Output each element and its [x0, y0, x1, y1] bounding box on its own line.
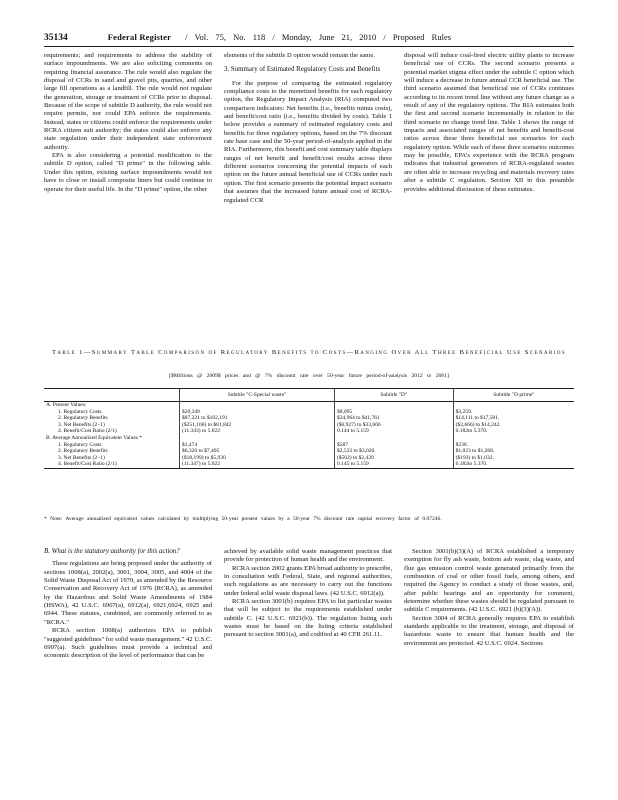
cell: ($2,666) to $14,242. — [453, 422, 574, 429]
cell: $87,221 to $102,191 — [180, 415, 335, 422]
paragraph: For the purpose of comparing the estimated regulatory compliance costs to the monetized benefits for each regulatory option, the Regulatory Impact Analysis (RIA) computed two comparison indicators: Net benefits (i.e., benefits minus costs), and benefit/cost ratio (i.e., benefits divided by costs). Table 1 below provides a summary of estimated regulatory costs and benefits for three regulatory options, based on the 7% discount rate base case and the 50-year period-of-analysis applied in the RIA. Furthermore, this benefit and cost summary table displays ranges of net benefit and benefit/cost results across three different scenarios concerning the potential impacts of each option on the future annual beneficial use of CCRs under each option. The first scenario presents the potential impact scenario that assumes that the increased future annual cost of RCRA-regulated CCR — [224, 79, 392, 204]
row-label: A. Present Values: — [46, 402, 87, 408]
table-row — [44, 455, 574, 462]
row-label: B. Average Annualized Equivalent Values * — [46, 434, 143, 441]
row-label: 3. Net Benefits (2−1) — [58, 454, 105, 461]
paragraph: Section 3004 of RCRA generally requires EPA to establish standards applicable to the treatment, storage, and disposal of hazardous waste to ensure that human health and the environment are protected. 42 U.S.C. 6924. Sections — [404, 614, 574, 647]
cell: 0.145 to 5.159 — [334, 461, 453, 468]
cell — [453, 402, 574, 409]
cell: $8,095 — [334, 409, 453, 416]
row-label: 2. Regulatory Benefits — [58, 415, 108, 422]
cell: (11.343) to 5.022 — [180, 428, 335, 435]
row-label: 1. Regulatory Costs — [58, 408, 102, 415]
cell: ($251,166) to $81,842 — [180, 422, 335, 429]
top-column-1 — [44, 52, 212, 342]
journal-name: Federal Register — [107, 32, 172, 42]
cell: $236. — [453, 442, 574, 449]
cell: $34,964 to $41,761 — [334, 415, 453, 422]
table-row — [44, 428, 574, 435]
page-header — [44, 32, 574, 44]
cell: 0.182to 5.370. — [453, 461, 574, 468]
table-row — [44, 448, 574, 455]
paragraph: achieved by available solid waste management practices that provide for protection of human health and the environment. — [224, 548, 392, 564]
column-header: Subtitle "D prime" — [453, 389, 574, 402]
table-title: Table 1—Summary Table Comparison of Regulatory Benefits to Costs—Ranging Over All Three Beneficial Use Scenarios — [51, 349, 567, 356]
paragraph: Section 3001(b)(3)(A) of RCRA established a temporary exemption for fly ash waste, bottom ash waste, slag waste, and flue gas emission control waste generated primarily from the combustion of coal or other fossil fuels, among others, and required the Agency to conduct a study of those wastes, and, after public hearings and an opportunity for comment, determine whether these wastes should be regulated pursuant to subtitle C requirements. (42 U.S.C. 6921 (b)(3)(A)). — [404, 548, 574, 614]
cell: $2,533 to $3,026 — [334, 448, 453, 455]
cell: 0.182to 5.370. — [453, 428, 574, 435]
cell: $20,349 — [180, 409, 335, 416]
section-heading: B. What is the statutory authority for this action? — [44, 548, 180, 555]
row-label: 4. Benefit/Cost Ratio (2/1) — [44, 461, 180, 468]
page-number: 35134 — [44, 33, 68, 43]
top-column-3 — [404, 52, 574, 342]
cell: $1,023 to $1,268. — [453, 448, 574, 455]
cell: ($502) to $2,439 — [334, 455, 453, 462]
table-row — [44, 435, 574, 442]
column-header: Subtitle "D" — [334, 389, 453, 402]
row-label: 2. Regulatory Benefits — [58, 448, 108, 455]
paragraph: disposal will induce coal-fired electric utility plants to increase beneficial use of CCRs. The second scenario presents a potential market stigma effect under the subtitle C option which will induce a decrease in future annual CCR beneficial use. The third scenario assumed that beneficial use of CCRs continues according to its recent trend line without any future change as a result of any of the regulatory options. The RIA estimates both the first and second scenario incrementally in relation to the third scenario no change trend line. Table 1 shows the range of impacts and associated ranges of net benefits and benefit-cost ratios across these three beneficial use scenarios for each regulatory option. While each of these three scenarios outcomes may be possible, EPA's experience with the RCRA program indicates that industrial generators of RCRA-regulated wastes are often able to increase recycling and materials recovery rates after a subtitle C regulation. Section XII in this preamble provides additional discussion of these estimates. — [404, 52, 574, 193]
cell — [334, 402, 453, 409]
cell — [334, 435, 453, 442]
table-header-row — [44, 389, 574, 402]
bottom-column-3 — [404, 548, 574, 778]
cell: ($18,199) to $5,930 — [180, 455, 335, 462]
bottom-column-1 — [44, 548, 212, 778]
paragraph: EPA is also considering a potential modification to the subtitle D option, called "D prime" in the following table. Under this option, existing surface impoundments would not have to close or install composite liners but could continue to operate for their useful life. In the "D prime" option, the other — [44, 152, 212, 193]
paragraph: RCRA section 1008(a) authorizes EPA to publish "suggested guidelines" for solid waste management." 42 U.S.C. 6907(a). Such guidelines must provide a technical and economic description of the level of performance that can be — [44, 627, 212, 660]
row-label: 4. Benefit/Cost Ratio (2/1) — [58, 428, 117, 435]
paragraph: RCRA section 3001(b) requires EPA to list particular wastes that will be subject to the requirements established under subtitle C. (42 U.S.C. 6921(b)). The regulation listing such wastes must be based on the listing criteria established pursuant to section 3001(a), and codified at 40 CFR 261.11. — [224, 598, 392, 639]
table-row — [44, 422, 574, 429]
table-row — [44, 402, 574, 409]
cell — [180, 402, 335, 409]
section-heading: 3. Summary of Estimated Regulatory Costs and Benefits — [224, 66, 381, 74]
row-label: 1. Regulatory Costs — [58, 441, 102, 448]
cell: ($6,927) to $33,666 — [334, 422, 453, 429]
paragraph: These regulations are being proposed under the authority of sections 1008(a), 2002(a), 3001, 3004, 3005, and 4004 of the Solid Waste Disposal Act of 1970, as amended by the Resource Conservation and Recovery Act of 1976 (RCRA), as amended by the Hazardous and Solid Waste Amendments of 1984 (HSWA), 42 U.S.C. 6907(a), 6912(a), 6921,6924, 6925 and 6944. These statutes, combined, are commonly referred to as "RCRA." — [44, 560, 212, 626]
issue-meta: / Vol. 75, No. 118 / Monday, June 21, 2010 / Proposed Rules — [185, 32, 452, 42]
cell: $14,111 to $17,501. — [453, 415, 574, 422]
cell: $6,320 to $7,405 — [180, 448, 335, 455]
table-row — [44, 442, 574, 449]
column-header — [44, 389, 180, 402]
table-subtitle: [$Millions @ 2009$ prices and @ 7% discount rate over 50-year future period-of-analysis 2012 to 2061] — [169, 373, 449, 379]
header-rule — [44, 46, 574, 47]
cell: 0.144 to 5.159 — [334, 428, 453, 435]
cell — [453, 435, 574, 442]
row-label: 3. Net Benefits (2−1) — [58, 421, 105, 428]
table-row — [44, 461, 574, 468]
cell: $587 — [334, 442, 453, 449]
column-header: Subtitle "C-Special waste" — [180, 389, 335, 402]
table-note: * Note: Average annualized equivalent values calculated by multiplying 50-year present values by a 50-year 7% discount rate capital recovery factor of 0.07246. — [44, 516, 442, 522]
paragraph: RCRA section 2002 grants EPA broad authority to prescribe, in consultation with Federal, State, and regional authorities, such regulations as are necessary to carry out the functions under federal solid waste disposal laws. (42 U.S.C. 6912(a)). — [224, 564, 392, 597]
cell — [180, 435, 335, 442]
cell: ($193) to $1,032. — [453, 455, 574, 462]
summary-table — [44, 388, 574, 469]
table-row — [44, 415, 574, 422]
paragraph: requirements; and requirements to address the stability of surface impoundments. We are also soliciting comments on requiring financial assurance. The rule would also regulate the disposal of CCRs in sand and gravel pits, quarries, and other large fill operations as a landfill. The rule would not regulate the generation, storage or treatment of CCRs prior to disposal. Because of the scope of subtitle D authority, the rule would not require permits, nor could EPA enforce the requirements. Instead, states or citizens could enforce the requirements under RCRA citizen suit authority; the states could also enforce any state regulation under their independent state enforcement authority. — [44, 52, 212, 151]
cell: $3,259. — [453, 409, 574, 416]
cell: (11.347) to 5.022 — [180, 461, 335, 468]
bottom-column-2 — [224, 548, 392, 778]
paragraph: elements of the subtitle D option would remain the same. — [224, 52, 375, 59]
top-column-2 — [224, 52, 392, 342]
cell: $1,474 — [180, 442, 335, 449]
